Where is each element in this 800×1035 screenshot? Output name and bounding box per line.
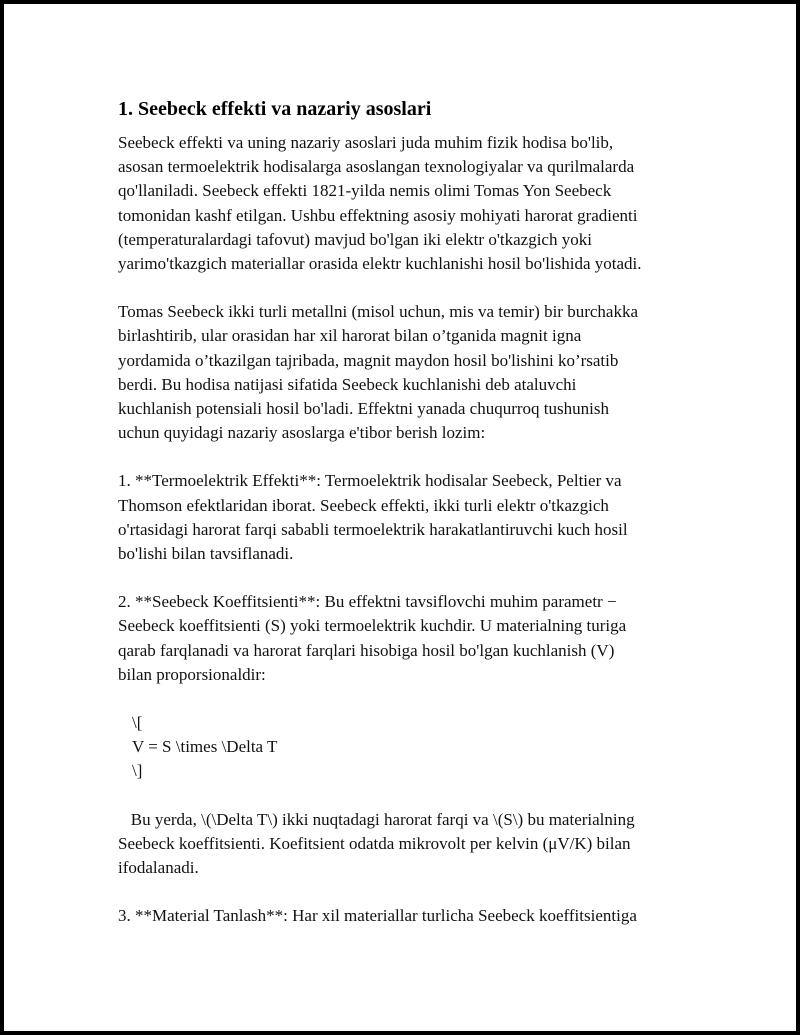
paragraph-material-selection: 3. **Material Tanlash**: Har xil materiallar turlicha Seebeck koeffitsientiga — [118, 906, 637, 926]
formula-close: \] — [132, 761, 143, 781]
paragraph-experiment: Tomas Seebeck ikki turli metallni (misol uchun, mis va temir) bir burchakka birlashtirib, ular orasidan har xil harorat bilan o’tganida magnit igna yordamida o’tkazilgan tajribada, magnit maydon hosil bo'lishini ko’rsatib berdi. Bu hodisa natijasi sifatida Seebeck kuchlanishi deb ataluvchi kuchlanish potensiali hosil bo'ladi. Effektni yanada chuqurroq tushunish uchun quyidagi nazariy asoslarga e'tibor berish lozim: — [118, 302, 639, 443]
paragraph-formula-note: Bu yerda, \(\Delta T\) ikki nuqtadagi harorat farqi va \(S\) bu materialning Seebeck koeffitsienti. Koefitsient odatda mikrovolt per kelvin (μV/K) bilan ifodalanadi. — [118, 809, 635, 878]
document-body — [118, 96, 698, 952]
paragraph-thermoelectric-effect: 1. **Termoelektrik Effekti**: Termoelektrik hodisalar Seebeck, Peltier va Thomson efektlaridan iborat. Seebeck effekti, ikki turli elektr o'tkazgich o'rtasidagi harorat farqi sababli termoelektrik harakatlantiruvchi kuch hosil bo'lishi bilan tavsiflanadi. — [118, 471, 628, 564]
section-heading: 1. Seebeck effekti va nazariy asoslari — [118, 98, 432, 120]
formula-body: V = S \times \Delta T — [132, 737, 278, 757]
formula-block — [118, 711, 698, 784]
paragraph-intro: Seebeck effekti va uning nazariy asoslari juda muhim fizik hodisa bo'lib, asosan termoelektrik hodisalarga asoslangan texnologiyalar va qurilmalarda qo'llaniladi. Seebeck effekti 1821-yilda nemis olimi Tomas Yon Seebeck tomonidan kashf etilgan. Ushbu effektning asosiy mohiyati harorat gradienti (temperaturalardagi tafovut) mavjud bo'lgan iki elektr o'tkazgich yoki yarimo'tkazgich materiallar orasida elektr kuchlanishi hosil bo'lishida yotadi. — [118, 133, 642, 274]
formula-open: \[ — [132, 713, 143, 733]
paragraph-seebeck-coefficient: 2. **Seebeck Koeffitsienti**: Bu effektni tavsiflovchi muhim parametr − Seebeck koeffitsienti (S) yoki termoelektrik kuchdir. U materialning turiga qarab farqlanadi va harorat farqlari hisobiga hosil bo'lgan kuchlanish (V) bilan proporsionaldir: — [118, 592, 627, 684]
